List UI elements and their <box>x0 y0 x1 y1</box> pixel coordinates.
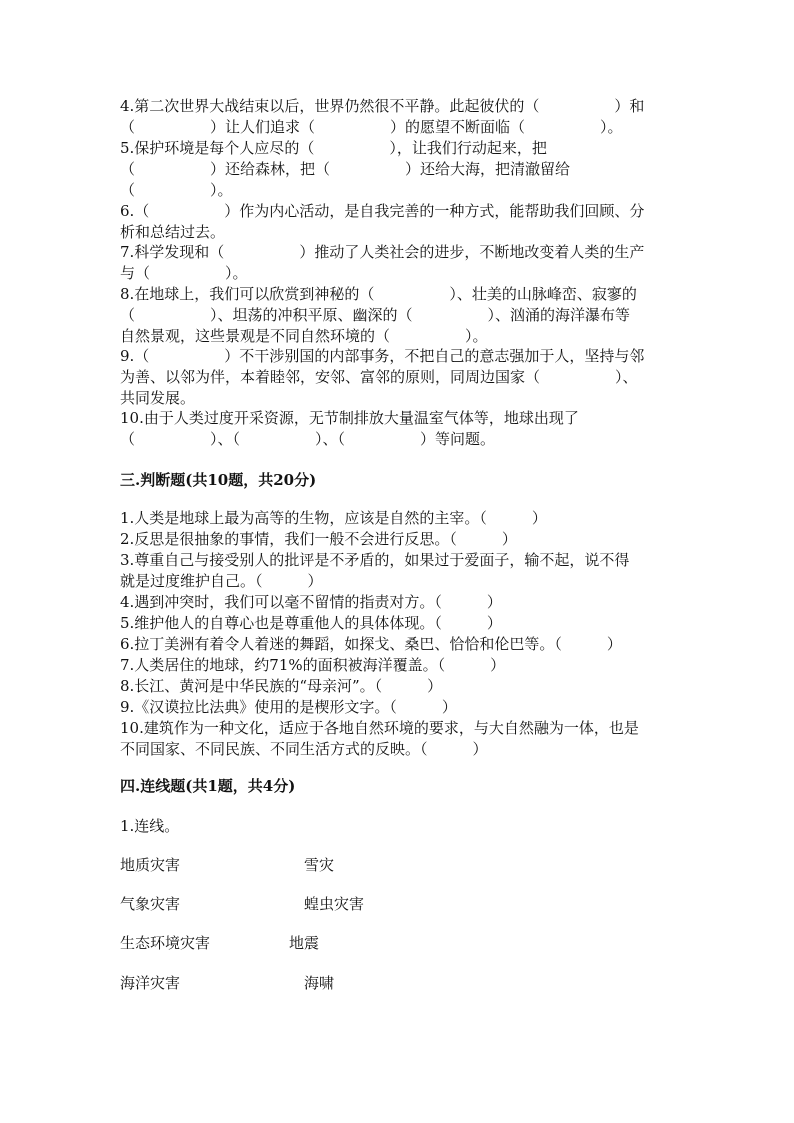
judge-item: 不同国家、不同民族、不同生活方式的反映。（ ） <box>120 740 488 758</box>
judge-item: 10.建筑作为一种文化，适应于各地自然环境的要求，与大自然融为一体，也是 <box>120 719 639 737</box>
question-line: 共同发展。 <box>120 389 196 407</box>
question-line: （ ）让人们追求（ ）的愿望不断面临（ ）。 <box>120 118 623 136</box>
question-line: 与（ ）。 <box>120 264 248 282</box>
question-line: 6.（ ）作为内心活动，是自我完善的一种方式，能帮助我们回顾、分 <box>120 202 645 220</box>
matching-left-item[interactable]: 气象灾害 <box>120 895 181 913</box>
judge-item: 5.维护他人的自尊心也是尊重他人的具体体现。（ ） <box>120 614 502 632</box>
question-line: 7.科学发现和（ ）推动了人类社会的进步，不断地改变着人类的生产 <box>120 243 645 261</box>
section-heading-matching: 四.连线题(共1题，共4分) <box>120 777 296 795</box>
question-line: 10.由于人类过度开采资源，无节制排放大量温室气体等，地球出现了 <box>120 409 579 427</box>
question-line: （ ）。 <box>120 181 233 199</box>
judge-item: 8.长江、黄河是中华民族的“母亲河”。（ ） <box>120 677 443 695</box>
question-line: （ ）还给森林，把（ ）还给大海，把清澈留给 <box>120 160 571 178</box>
judge-item: 1.人类是地球上最为高等的生物，应该是自然的主宰。（ ） <box>120 509 547 527</box>
question-line: 9.（ ）不干涉别国的内部事务，不把自己的意志强加于人，坚持与邻 <box>120 347 645 365</box>
question-line: （ ）、坦荡的冲积平原、幽深的（ ）、汹涌的海洋瀑布等 <box>120 306 631 324</box>
judge-item: 7.人类居住的地球，约71%的面积被海洋覆盖。（ ） <box>120 656 506 674</box>
question-9 <box>120 346 680 409</box>
matching-left-item[interactable]: 地质灾害 <box>120 856 181 874</box>
matching-left-item[interactable]: 生态环境灾害 <box>120 934 211 952</box>
judge-item: 9.《汉谟拉比法典》使用的是楔形文字。（ ） <box>120 698 457 716</box>
matching-right-item[interactable]: 地震 <box>289 934 320 952</box>
question-line: 8.在地球上，我们可以欣赏到神秘的（ ）、壮美的山脉峰峦、寂寥的 <box>120 285 637 303</box>
judge-item: 4.遇到冲突时，我们可以毫不留情的指责对方。（ ） <box>120 593 502 611</box>
question-line: 为善、以邻为伴，本着睦邻，安邻、富邻的原则，同周边国家（ ）、 <box>120 368 638 386</box>
matching-right-item[interactable]: 海啸 <box>304 974 335 992</box>
question-line: 5.保护环境是每个人应尽的（ ），让我们行动起来，把 <box>120 139 547 157</box>
question-7 <box>120 242 680 284</box>
question-line: 4.第二次世界大战结束以后，世界仍然很不平静。此起彼伏的（ ）和 <box>120 97 645 115</box>
question-6 <box>120 201 680 243</box>
matching-left-item[interactable]: 海洋灾害 <box>120 974 181 992</box>
question-4 <box>120 96 680 138</box>
section-heading-judge: 三.判断题(共10题，共20分) <box>120 471 317 489</box>
judge-item: 6.拉丁美洲有着令人着迷的舞蹈，如探戈、桑巴、恰恰和伦巴等。（ ） <box>120 635 622 653</box>
matching-instruction: 1.连线。 <box>120 817 180 835</box>
question-8 <box>120 284 680 347</box>
judge-item: 3.尊重自己与接受别人的批评是不矛盾的，如果过于爱面子，输不起，说不得 <box>120 551 630 569</box>
question-line: 自然景观，这些景观是不同自然环境的（ ）。 <box>120 327 488 345</box>
matching-right-item[interactable]: 雪灾 <box>304 856 335 874</box>
question-line: 析和总结过去。 <box>120 223 226 241</box>
judge-item: 就是过度维护自己。（ ） <box>120 572 323 590</box>
question-5 <box>120 138 680 201</box>
question-line: （ ）、（ ）、（ ）等问题。 <box>120 430 496 448</box>
question-10 <box>120 408 680 450</box>
judge-list <box>120 508 680 760</box>
judge-item: 2.反思是很抽象的事情，我们一般不会进行反思。（ ） <box>120 530 517 548</box>
matching-right-item[interactable]: 蝗虫灾害 <box>304 895 365 913</box>
